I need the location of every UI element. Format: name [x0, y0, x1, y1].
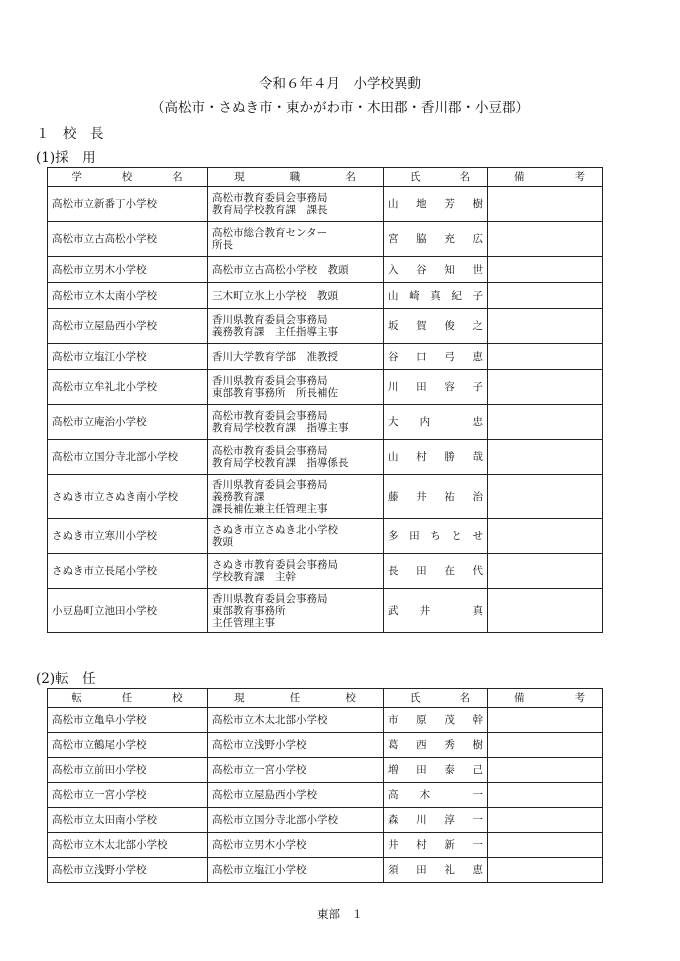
name-char: 木 [419, 789, 431, 801]
table-row [48, 370, 603, 405]
remarks-cell [488, 519, 603, 554]
name-char: 大 [388, 416, 399, 428]
remarks-cell [488, 257, 603, 283]
name-char: 高 [388, 789, 399, 801]
remarks-cell [488, 833, 603, 858]
name-char: 一 [472, 814, 483, 826]
name-char: 茂 [444, 714, 455, 726]
remarks-cell [488, 440, 603, 475]
table-row [48, 344, 603, 370]
current-position-cell: 高松市総合教育センター 所長 [208, 222, 384, 257]
table-row [48, 589, 603, 633]
header-char: 転 [71, 692, 83, 704]
current-position-cell: 高松市立国分寺北部小学校 [208, 808, 384, 833]
person-name-cell [384, 758, 488, 783]
person-name-cell [384, 405, 488, 440]
remarks-cell [488, 222, 603, 257]
tennin-heading: (2)転 任 [36, 671, 96, 687]
current-position-cell: さぬき市立さぬき北小学校 教頭 [208, 519, 384, 554]
tennin-header-row [48, 689, 603, 708]
header-char: 職 [289, 171, 302, 183]
name-char: 谷 [388, 350, 399, 363]
name-char: 子 [472, 381, 483, 393]
current-position-cell: 高松市立古高松小学校 教頭 [208, 257, 384, 283]
saiyo-header-current [208, 168, 384, 187]
name-char: 村 [416, 839, 427, 851]
person-name-cell [384, 344, 488, 370]
table-row [48, 519, 603, 554]
name-char: 広 [472, 233, 483, 245]
remarks-cell [488, 187, 603, 222]
table-row [48, 733, 603, 758]
person-name-cell [384, 783, 488, 808]
name-char: せ [472, 530, 483, 542]
table-row [48, 554, 603, 589]
name-char: 葛 [388, 739, 399, 751]
school-cell: 高松市立前田小学校 [48, 758, 208, 783]
name-char: 田 [416, 864, 427, 876]
school-cell: 高松市立亀阜小学校 [48, 708, 208, 733]
name-char: 紀 [451, 289, 462, 302]
current-position-cell: 三木町立氷上小学校 教頭 [208, 283, 384, 309]
current-position-cell: 高松市立男木小学校 [208, 833, 384, 858]
person-name-cell [384, 858, 488, 883]
name-char: 充 [444, 233, 455, 245]
person-name-cell [384, 222, 488, 257]
header-char: 名 [172, 171, 184, 183]
remarks-cell [488, 783, 603, 808]
name-char: 井 [419, 604, 431, 617]
person-name-cell [384, 589, 488, 633]
current-position-cell: 高松市立木太北部小学校 [208, 708, 384, 733]
name-char: 祐 [444, 490, 455, 503]
person-name-cell [384, 440, 488, 475]
person-name-cell [384, 475, 488, 519]
name-char: 内 [419, 416, 431, 428]
school-cell: 高松市立塩江小学校 [48, 344, 208, 370]
table-row [48, 475, 603, 519]
person-name-cell [384, 370, 488, 405]
current-position-cell: 高松市立浅野小学校 [208, 733, 384, 758]
name-char: 恵 [472, 350, 483, 363]
header-char: 校 [172, 692, 184, 704]
name-char: 子 [472, 289, 483, 302]
name-char: 森 [388, 814, 399, 826]
name-char: 西 [416, 739, 427, 751]
name-char: 幹 [472, 714, 483, 726]
name-char: 地 [416, 198, 427, 210]
name-char: 世 [472, 263, 483, 276]
name-char: 芳 [444, 198, 455, 210]
document-title: 令和６年４月 小学校異動 [259, 76, 421, 92]
school-cell: さぬき市立長尾小学校 [48, 554, 208, 589]
person-name-cell [384, 519, 488, 554]
current-position-cell: 高松市立塩江小学校 [208, 858, 384, 883]
table-row [48, 833, 603, 858]
name-char: 長 [388, 565, 399, 577]
name-char: 口 [416, 350, 427, 363]
name-char: 多 [388, 530, 399, 542]
person-name-cell [384, 257, 488, 283]
header-char: 氏 [410, 171, 422, 183]
table-row [48, 187, 603, 222]
table-row [48, 222, 603, 257]
name-char: 新 [444, 839, 455, 851]
person-name-cell [384, 808, 488, 833]
name-char: 市 [388, 714, 399, 726]
name-char: 哉 [472, 451, 483, 463]
tennin-header-remarks [488, 689, 603, 708]
school-cell: 高松市立木太北部小学校 [48, 833, 208, 858]
name-char: と [451, 530, 462, 542]
name-char: 恵 [472, 864, 483, 876]
remarks-cell [488, 405, 603, 440]
name-char: 脇 [416, 233, 427, 245]
name-char: 知 [444, 263, 455, 276]
saiyo-table [47, 167, 603, 633]
name-char: 原 [416, 714, 427, 726]
header-char: 校 [121, 171, 134, 183]
name-char: 礼 [444, 864, 455, 876]
school-cell: さぬき市立さぬき南小学校 [48, 475, 208, 519]
table-row [48, 858, 603, 883]
table-row [48, 309, 603, 344]
name-char: 賀 [416, 320, 427, 332]
header-char: 備 [514, 171, 526, 183]
header-char: 現 [234, 692, 246, 704]
name-char: 谷 [416, 263, 427, 276]
name-char: 須 [388, 864, 399, 876]
header-char: 考 [574, 692, 586, 704]
school-cell: さぬき市立寒川小学校 [48, 519, 208, 554]
person-name-cell [384, 187, 488, 222]
tennin-table [47, 688, 603, 883]
name-char: 井 [388, 839, 399, 851]
name-char: 之 [472, 320, 483, 332]
name-char: 山 [388, 198, 399, 210]
saiyo-header-remarks [488, 168, 603, 187]
current-position-cell: 高松市立一宮小学校 [208, 758, 384, 783]
remarks-cell [488, 589, 603, 633]
name-char: 田 [409, 530, 420, 542]
table-row [48, 283, 603, 309]
section-heading: １ 校 長 [36, 126, 104, 142]
tennin-header-name [384, 689, 488, 708]
name-char: 弓 [444, 350, 455, 363]
name-char: 坂 [388, 320, 399, 332]
table-row [48, 783, 603, 808]
school-cell: 高松市立牟礼北小学校 [48, 370, 208, 405]
name-char: 田 [416, 565, 427, 577]
school-cell: 高松市立浅野小学校 [48, 858, 208, 883]
school-cell: 高松市立木太南小学校 [48, 283, 208, 309]
remarks-cell [488, 344, 603, 370]
table-row [48, 758, 603, 783]
remarks-cell [488, 758, 603, 783]
name-char: 武 [388, 604, 399, 617]
name-char: 入 [388, 263, 399, 276]
remarks-cell [488, 708, 603, 733]
current-position-cell: 香川県教育委員会事務局 東部教育事務所 所長補佐 [208, 370, 384, 405]
name-char: 淳 [444, 814, 455, 826]
name-char: 勝 [444, 451, 455, 463]
current-position-cell: 香川大学教育学部 准教授 [208, 344, 384, 370]
saiyo-header-school [48, 168, 208, 187]
current-position-cell: 高松市教育委員会事務局 教育局学校教育課 指導係長 [208, 440, 384, 475]
header-char: 氏 [410, 692, 422, 704]
remarks-cell [488, 370, 603, 405]
school-cell: 高松市立太田南小学校 [48, 808, 208, 833]
school-cell: 小豆島町立池田小学校 [48, 589, 208, 633]
header-char: 校 [345, 692, 357, 704]
school-cell: 高松市立国分寺北部小学校 [48, 440, 208, 475]
tennin-header-current [208, 689, 384, 708]
name-char: 治 [472, 490, 483, 503]
name-char: 田 [416, 381, 427, 393]
school-cell: 高松市立新番丁小学校 [48, 187, 208, 222]
name-char: 樹 [472, 198, 483, 210]
name-char: 在 [444, 565, 455, 577]
name-char: ち [430, 530, 441, 542]
tennin-header-school [48, 689, 208, 708]
current-position-cell: 香川県教育委員会事務局 東部教育事務所 主任管理主事 [208, 589, 384, 633]
name-char: 樹 [472, 739, 483, 751]
name-char: 代 [472, 565, 483, 577]
name-char: 真 [430, 289, 441, 302]
person-name-cell [384, 833, 488, 858]
name-char: 忠 [472, 416, 483, 428]
name-char: 宮 [388, 233, 399, 245]
current-position-cell: さぬき市教育委員会事務局 学校教育課 主幹 [208, 554, 384, 589]
name-char: 藤 [388, 490, 399, 503]
name-char: 川 [388, 381, 399, 393]
name-char: 一 [472, 789, 483, 801]
person-name-cell [384, 733, 488, 758]
school-cell: 高松市立鶴尾小学校 [48, 733, 208, 758]
header-char: 現 [234, 171, 246, 183]
remarks-cell [488, 733, 603, 758]
current-position-cell: 香川県教育委員会事務局 義務教育課 主任指導主事 [208, 309, 384, 344]
saiyo-header-row [48, 168, 603, 187]
header-char: 名 [459, 692, 471, 704]
table-row [48, 808, 603, 833]
name-char: 山 [388, 451, 399, 463]
header-char: 任 [289, 692, 302, 704]
table-row [48, 440, 603, 475]
school-cell: 高松市立古高松小学校 [48, 222, 208, 257]
name-char: 己 [472, 764, 483, 776]
table-row [48, 405, 603, 440]
name-char: 真 [472, 604, 483, 617]
name-char: 井 [416, 490, 427, 503]
remarks-cell [488, 475, 603, 519]
current-position-cell: 高松市教育委員会事務局 教育局学校教育課 指導主事 [208, 405, 384, 440]
name-char: 秀 [444, 739, 455, 751]
header-char: 備 [514, 692, 526, 704]
remarks-cell [488, 309, 603, 344]
person-name-cell [384, 554, 488, 589]
person-name-cell [384, 283, 488, 309]
table-row [48, 257, 603, 283]
header-char: 名 [459, 171, 471, 183]
school-cell: 高松市立屋島西小学校 [48, 309, 208, 344]
table-row [48, 708, 603, 733]
remarks-cell [488, 283, 603, 309]
remarks-cell [488, 858, 603, 883]
school-cell: 高松市立庵治小学校 [48, 405, 208, 440]
current-position-cell: 高松市立屋島西小学校 [208, 783, 384, 808]
name-char: 崎 [409, 289, 420, 302]
name-char: 増 [388, 764, 399, 776]
name-char: 一 [472, 839, 483, 851]
school-cell: 高松市立男木小学校 [48, 257, 208, 283]
remarks-cell [488, 808, 603, 833]
header-char: 学 [71, 171, 83, 183]
header-char: 任 [121, 692, 134, 704]
saiyo-heading: (1)採 用 [36, 150, 96, 166]
current-position-cell: 高松市教育委員会事務局 教育局学校教育課 課長 [208, 187, 384, 222]
name-char: 田 [416, 764, 427, 776]
remarks-cell [488, 554, 603, 589]
header-char: 名 [345, 171, 357, 183]
page-footer: 東部 １ [317, 907, 363, 921]
name-char: 泰 [444, 764, 455, 776]
name-char: 山 [388, 289, 399, 302]
saiyo-header-name [384, 168, 488, 187]
name-char: 川 [416, 814, 427, 826]
person-name-cell [384, 309, 488, 344]
header-char: 考 [574, 171, 586, 183]
name-char: 村 [416, 451, 427, 463]
name-char: 容 [444, 381, 455, 393]
document-subtitle: （高松市・さぬき市・東かがわ市・木田郡・香川郡・小豆郡） [151, 100, 529, 116]
current-position-cell: 香川県教育委員会事務局 義務教育課 課長補佐兼主任管理主事 [208, 475, 384, 519]
name-char: 俊 [444, 320, 455, 332]
school-cell: 高松市立一宮小学校 [48, 783, 208, 808]
person-name-cell [384, 708, 488, 733]
